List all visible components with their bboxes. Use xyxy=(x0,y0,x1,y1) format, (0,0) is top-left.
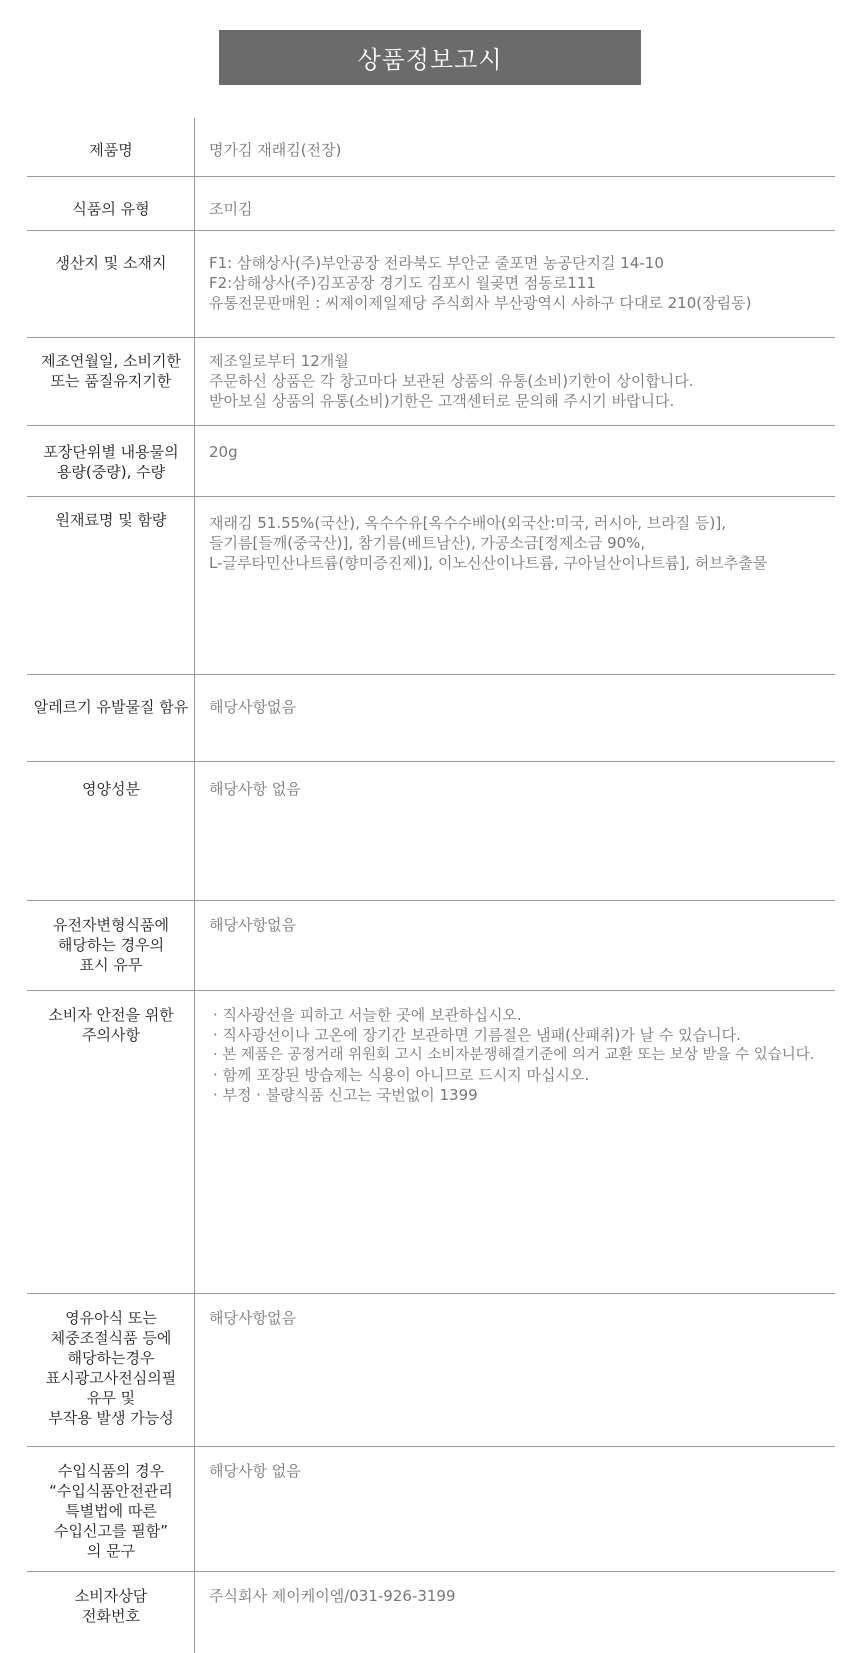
value-line: · 직사광선이나 고온에 장기간 보관하면 기름절은 냄패(산패취)가 날 수 있습니다. xyxy=(213,1026,741,1044)
row-label: 알레르기 유발물질 함유 xyxy=(33,698,189,716)
table-row-origin xyxy=(27,231,835,338)
table-row-imported-food xyxy=(27,1447,835,1572)
value-line: 해당사항 없음 xyxy=(209,780,301,798)
value-line: 조미김 xyxy=(209,200,253,218)
row-value xyxy=(209,231,835,313)
row-label: 소비자 안전을 위한 주의사항 xyxy=(48,1006,174,1044)
row-label: 수입식품의 경우 “수입식품안전관리 특별법에 따른 수입신고를 필함” 의 문구 xyxy=(49,1462,173,1560)
value-line: · 본 제품은 공정거래 위원회 고시 소비자분쟁해결기준에 의거 교환 또는 보상 받을 수 있습니다. xyxy=(213,1047,815,1063)
table-row-gmo xyxy=(27,901,835,991)
row-value xyxy=(209,1572,835,1606)
value-line: 들기름[들깨(중국산)], 참기름(베트남산), 가공소금[정제소금 90%, xyxy=(209,534,646,552)
table-row-expiry xyxy=(27,338,835,426)
value-line: · 직사광선을 피하고 서늘한 곳에 보관하십시오. xyxy=(213,1006,522,1024)
table-row-product-name xyxy=(27,118,835,177)
row-value xyxy=(209,426,835,462)
row-value xyxy=(209,177,835,219)
page-title: 상품정보고시 xyxy=(219,30,641,85)
row-value xyxy=(209,338,835,411)
value-line: F1: 삼해상사(주)부안공장 전라북도 부안군 줄포면 농공단지길 14-10 xyxy=(209,254,664,272)
row-value xyxy=(209,901,835,935)
value-line: F2:삼해상사(주)김포공장 경기도 김포시 월곶면 점동로111 xyxy=(209,274,596,292)
value-line: 해당사항 없음 xyxy=(209,1462,301,1480)
table-row-allergens xyxy=(27,675,835,762)
row-value xyxy=(209,497,835,573)
table-row-safety-notes xyxy=(27,991,835,1294)
value-line: 유통전문판매원 : 씨제이제일제당 주식회사 부산광역시 사하구 다대로 210(장림동) xyxy=(209,294,752,312)
table-row-nutrition xyxy=(27,762,835,901)
row-label: 생산지 및 소재지 xyxy=(55,254,167,272)
value-line: · 부정 · 불량식품 신고는 국번없이 1399 xyxy=(213,1086,478,1104)
value-line: 제조일로부터 12개월 xyxy=(209,352,349,370)
row-label: 소비자상담 전화번호 xyxy=(74,1587,148,1625)
row-value xyxy=(209,1294,835,1328)
value-line: 재래김 51.55%(국산), 옥수수유[옥수수배아(외국산:미국, 러시아, 브라질 등)], xyxy=(209,514,727,532)
row-label: 제품명 xyxy=(89,141,133,159)
value-line: 20g xyxy=(209,443,238,461)
value-line: 해당사항없음 xyxy=(209,1309,296,1327)
table-row-contact xyxy=(27,1572,835,1653)
value-line: 해당사항없음 xyxy=(209,916,296,934)
row-value xyxy=(209,1447,835,1481)
table-row-quantity xyxy=(27,426,835,497)
row-label: 원재료명 및 함량 xyxy=(55,511,167,529)
row-label: 식품의 유형 xyxy=(72,200,150,218)
row-value xyxy=(209,675,835,717)
value-line: 명가김 재래김(전장) xyxy=(209,141,342,159)
row-value xyxy=(209,118,835,160)
table-row-ingredients xyxy=(27,497,835,675)
table-row-food-type xyxy=(27,177,835,231)
value-line: L-글루타민산나트륨(향미증진제)], 이노신산이나트륨, 구아닐산이나트륨], 허브추출물 xyxy=(209,554,768,572)
row-label: 영양성분 xyxy=(82,780,140,798)
row-value xyxy=(209,762,835,799)
row-value xyxy=(209,991,835,1105)
row-label: 유전자변형식품에 해당하는 경우의 표시 유무 xyxy=(53,916,169,974)
row-label: 제조연월일, 소비기한 또는 품질유지기한 xyxy=(41,352,181,390)
table-row-infant-diet-food xyxy=(27,1294,835,1447)
value-line: · 함께 포장된 방습제는 식용이 아니므로 드시지 마십시오. xyxy=(213,1066,590,1084)
value-line: 주문하신 상품은 각 창고마다 보관된 상품의 유통(소비)기한이 상이합니다. xyxy=(209,372,694,390)
value-line: 받아보실 상품의 유통(소비)기한은 고객센터로 문의해 주시기 바랍니다. xyxy=(209,392,675,410)
value-line: 해당사항없음 xyxy=(209,698,296,716)
row-label: 영유아식 또는 체중조절식품 등에 해당하는경우 표시광고사전심의필 유무 및 부작용 발생 가능성 xyxy=(45,1309,177,1427)
row-label: 포장단위별 내용물의 용량(중량), 수량 xyxy=(43,443,179,481)
value-line: 주식회사 제이케이엠/031-926-3199 xyxy=(209,1587,456,1605)
